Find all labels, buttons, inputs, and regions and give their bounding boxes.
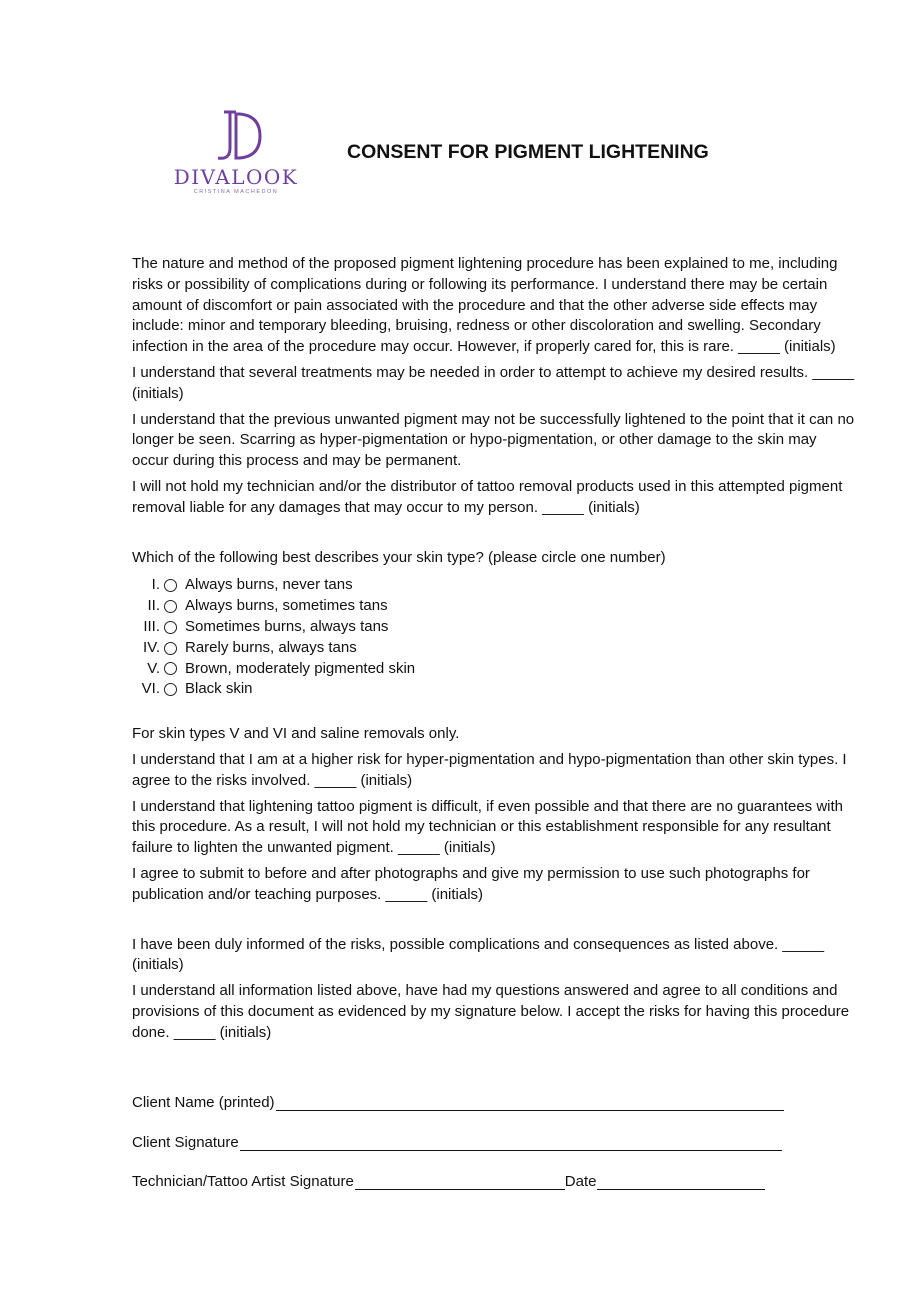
option-number: IV. xyxy=(143,638,160,656)
document-title: CONSENT FOR PIGMENT LIGHTENING xyxy=(347,141,709,163)
radio-circle-icon[interactable] xyxy=(164,621,177,634)
divalook-logo xyxy=(162,108,310,208)
skin-option[interactable] xyxy=(132,617,857,638)
radio-circle-icon[interactable] xyxy=(164,683,177,696)
skin-option[interactable] xyxy=(132,575,857,596)
option-label: Black skin xyxy=(185,680,253,698)
skin-type-list xyxy=(132,575,857,700)
option-number: II. xyxy=(147,597,160,615)
paragraph-unwanted-pigment: I understand that the previous unwanted pigment may not be successfully lightened to the point that it can no longer be seen. Scarring as hyper-pigmentation or hypo-pigmentation, or other damage to the skin may occur during this process and may be permanent. xyxy=(132,410,855,470)
skin-option[interactable] xyxy=(132,659,857,680)
paragraph-acceptance: I understand all information listed above, have had my questions answered and agree to all conditions and provisions of this document as evidenced by my signature below. I accept the risks for having this procedure done. _____ (initials) xyxy=(132,982,850,1041)
paragraph-skin-types-note: For skin types V and VI and saline removals only. xyxy=(132,725,460,743)
technician-signature-field[interactable] xyxy=(355,1175,565,1190)
technician-signature-row xyxy=(132,1173,765,1190)
date-field[interactable] xyxy=(597,1175,765,1190)
client-name-row xyxy=(132,1094,784,1111)
radio-circle-icon[interactable] xyxy=(164,579,177,592)
client-name-label: Client Name (printed) xyxy=(132,1094,275,1111)
option-label: Rarely burns, always tans xyxy=(185,638,357,656)
client-signature-label: Client Signature xyxy=(132,1134,239,1151)
paragraph-liability: I will not hold my technician and/or the distributor of tattoo removal products used in this attempted pigment removal liable for any damages that may occur to my person. _____ (initials) xyxy=(132,477,843,516)
jd-monogram-icon xyxy=(206,108,266,164)
skin-option[interactable] xyxy=(132,679,857,700)
option-label: Brown, moderately pigmented skin xyxy=(185,659,416,677)
option-number: I. xyxy=(151,576,160,594)
paragraph-treatments: I understand that several treatments may be needed in order to attempt to achieve my desired results. _____ (initials) xyxy=(132,363,855,402)
option-label: Always burns, never tans xyxy=(185,576,353,594)
paragraph-nature: The nature and method of the proposed pigment lightening procedure has been explained to me, including risks or possibility of complications during or following its performance. I understand there may be certain amount of discomfort or pain associated with the procedure and that the other adverse side effects may include: minor and temporary bleeding, bruising, redness or other discoloration and swelling. Secondary infection in the area of the procedure may occur. However, if properly cared for, this is rare. _____ (initials) xyxy=(132,255,838,356)
option-number: V. xyxy=(147,659,160,677)
brand-tagline: CRISTINA MACHEDON xyxy=(193,189,279,195)
option-label: Sometimes burns, always tans xyxy=(185,617,389,635)
radio-circle-icon[interactable] xyxy=(164,600,177,613)
date-label: Date xyxy=(564,1173,597,1190)
paragraph-informed: I have been duly informed of the risks, possible complications and consequences as listed above. _____ (initials) xyxy=(132,935,825,974)
paragraph-photographs: I agree to submit to before and after photographs and give my permission to use such photographs for publication and/or teaching purposes. _____ (initials) xyxy=(132,864,810,903)
option-number: VI. xyxy=(141,680,160,698)
paragraph-higher-risk: I understand that I am at a higher risk for hyper-pigmentation and hypo-pigmentation than other skin types. I agree to the risks involved. _____ (initials) xyxy=(132,750,847,789)
client-signature-row xyxy=(132,1134,782,1151)
client-name-field[interactable] xyxy=(276,1096,784,1111)
technician-signature-label: Technician/Tattoo Artist Signature xyxy=(132,1173,354,1190)
client-signature-field[interactable] xyxy=(240,1136,782,1151)
brand-name: DIVALOOK xyxy=(173,165,299,189)
option-label: Always burns, sometimes tans xyxy=(185,597,388,615)
consent-body xyxy=(132,254,857,1049)
skin-type-question: Which of the following best describes your skin type? (please circle one number) xyxy=(132,548,666,566)
skin-option[interactable] xyxy=(132,638,857,659)
radio-circle-icon[interactable] xyxy=(164,662,177,675)
skin-option[interactable] xyxy=(132,596,857,617)
paragraph-no-guarantee: I understand that lightening tattoo pigment is difficult, if even possible and that there are no guarantees with this procedure. As a result, I will not hold my technician or this establishment responsible for any resultant failure to lighten the unwanted pigment. _____ (initials) xyxy=(132,797,844,857)
radio-circle-icon[interactable] xyxy=(164,642,177,655)
option-number: III. xyxy=(143,617,160,635)
